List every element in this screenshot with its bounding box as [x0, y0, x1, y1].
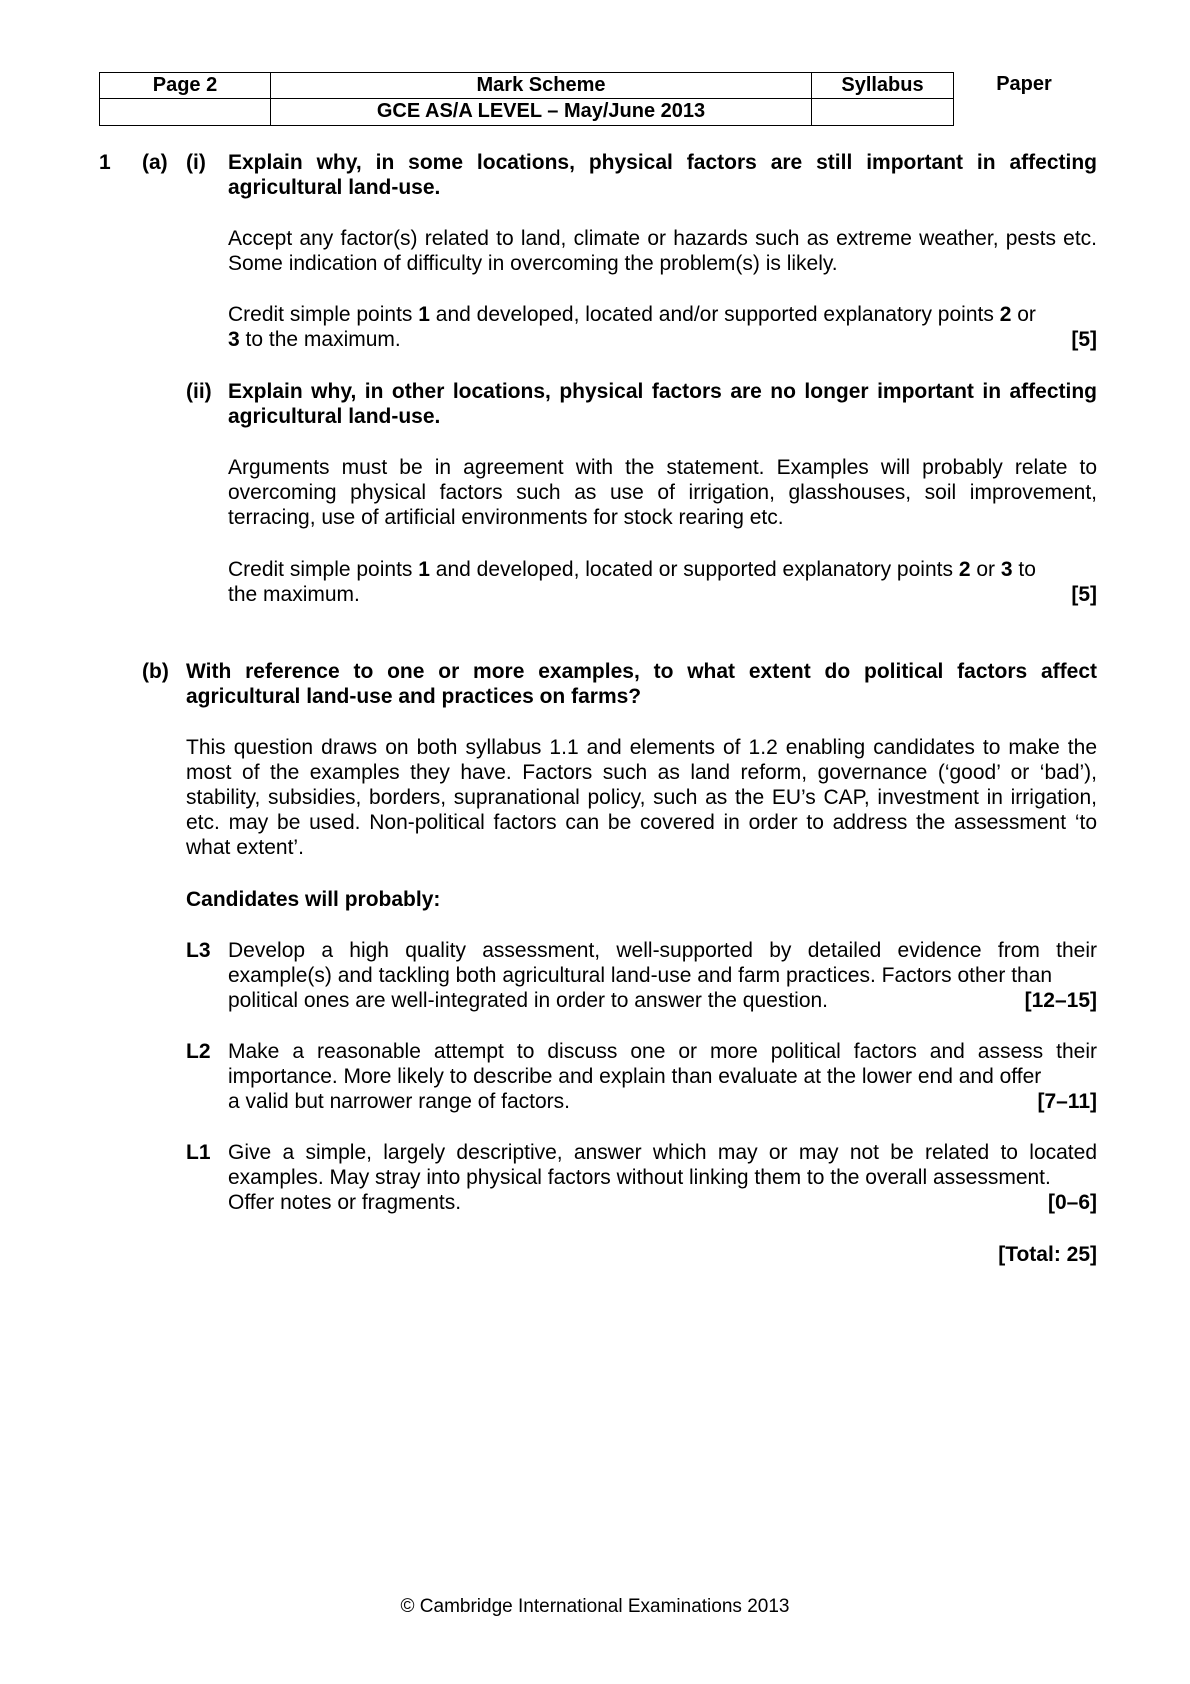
level-descriptor: Develop a high quality assessment, well-supported by detailed evidence from their example(s) and tackling both agricultural land-use and farm practices. Factors other than political ones are well-integrated in order to answer the question. [12–15] [228, 939, 1097, 1012]
question-a-ii: Explain why, in other locations, physical factors are no longer important in affecting agricultural land-use. [228, 380, 1097, 428]
question-b: With reference to one or more examples, to what extent do political factors affect agricultural land-use and practices on farms? [186, 660, 1097, 708]
header-empty-left [99, 99, 270, 126]
credit-a-i: Credit simple points 1 and developed, located and/or supported explanatory points 2 or 3 to the maximum. [5] [228, 303, 1097, 351]
part-a-label: (a) [142, 151, 168, 174]
total-mark: [Total: 25] [998, 1243, 1097, 1266]
header-subtitle: GCE AS/A LEVEL – May/June 2013 [270, 99, 811, 126]
header-syllabus: Syllabus [811, 72, 954, 99]
level-label: L2 [186, 1040, 211, 1063]
header-empty-right [811, 99, 954, 126]
level-descriptor: Give a simple, largely descriptive, answer which may or may not be related to located examples. May stray into physical factors without linking them to the overall assessment. Offer notes or fragments. [0–6] [228, 1141, 1097, 1214]
mark-a-i: [5] [1071, 328, 1097, 351]
candidates-heading: Candidates will probably: [186, 888, 441, 911]
level-label: L1 [186, 1141, 211, 1164]
level-mark: [7–11] [1037, 1090, 1097, 1113]
mark-a-ii: [5] [1071, 583, 1097, 606]
subpart-i-label: (i) [186, 151, 206, 174]
subpart-ii-label: (ii) [186, 380, 212, 403]
header-table [99, 72, 1052, 126]
level-descriptor: Make a reasonable attempt to discuss one or more political factors and assess their importance. More likely to describe and explain than evaluate at the lower end and offer a valid but narrower range of factors. [7–11] [228, 1040, 1097, 1113]
question-number: 1 [99, 151, 111, 174]
level-mark: [0–6] [1047, 1191, 1097, 1214]
header-paper: Paper [996, 73, 1052, 95]
guidance-b: This question draws on both syllabus 1.1 and elements of 1.2 enabling candidates to make the most of the examples they have. Factors such as land reform, governance (‘good’ or ‘bad’), stability, subsidies, borders, supranational policy, such as the EU’s CAP, investment in irrigation, etc. may be used. Non-political factors can be covered in order to address the assessment ‘to what extent’. [186, 736, 1097, 859]
header-page: Page 2 [99, 72, 270, 99]
part-b-label: (b) [142, 660, 169, 683]
header-title: Mark Scheme [270, 72, 811, 99]
credit-a-ii: Credit simple points 1 and developed, located or supported explanatory points 2 or 3 to the maximum. [5] [228, 558, 1097, 606]
guidance-a-i: Accept any factor(s) related to land, climate or hazards such as extreme weather, pests etc. Some indication of difficulty in overcoming the problem(s) is likely. [228, 227, 1097, 275]
question-a-i: Explain why, in some locations, physical factors are still important in affecting agricultural land-use. [228, 151, 1097, 199]
guidance-a-ii: Arguments must be in agreement with the statement. Examples will probably relate to overcoming physical factors such as use of irrigation, glasshouses, soil improvement, terracing, use of artificial environments for stock rearing etc. [228, 456, 1097, 529]
level-mark: [12–15] [1024, 989, 1097, 1012]
level-label: L3 [186, 939, 211, 962]
footer-copyright: © Cambridge International Examinations 2013 [400, 1596, 790, 1617]
